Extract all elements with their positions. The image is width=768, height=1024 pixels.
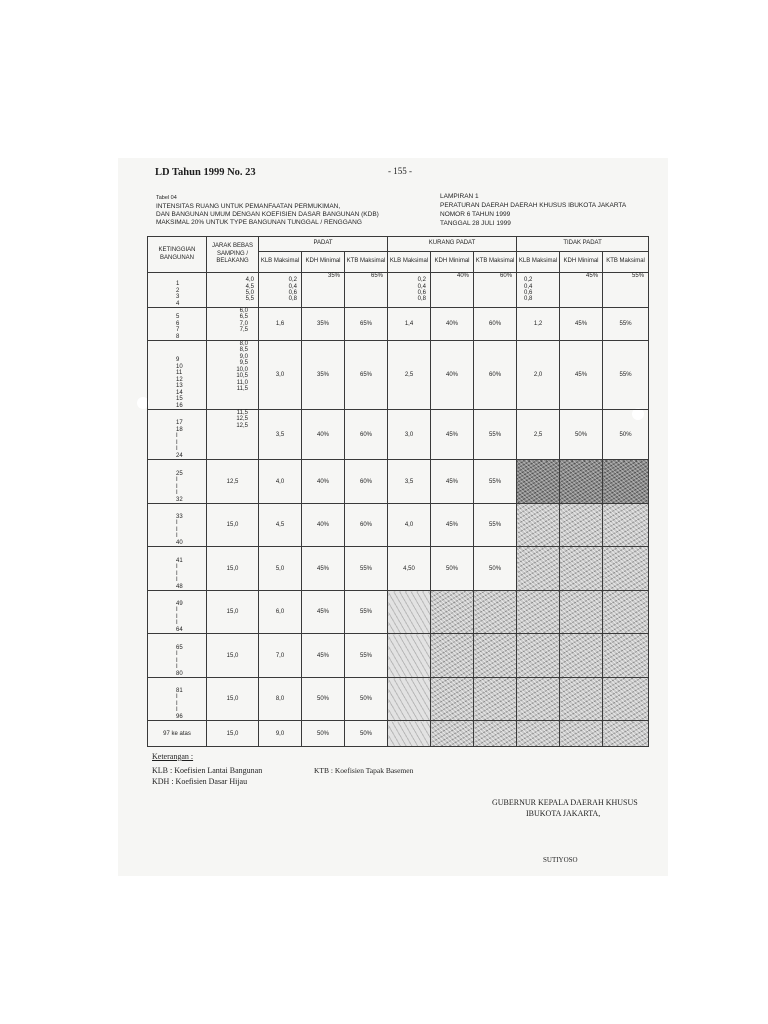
kdh-cell: 45% bbox=[560, 273, 603, 308]
shaded-cell bbox=[517, 504, 560, 547]
ktb-cell: 60% bbox=[345, 460, 388, 504]
klb-cell: 4,0 bbox=[259, 460, 302, 504]
setback-cell: 15,0 bbox=[207, 504, 259, 547]
shaded-cell bbox=[603, 547, 649, 591]
klb-cell: 3,0 bbox=[388, 410, 431, 460]
doc-header-left: LD Tahun 1999 No. 23 bbox=[155, 167, 256, 178]
levels-cell: 17 18 I I I 24 bbox=[148, 410, 207, 460]
levels-cell: 49 I I I 64 bbox=[148, 591, 207, 634]
levels-cell: 97 ke atas bbox=[148, 721, 207, 747]
setback-cell: 11,5 12,5 12,5 bbox=[207, 410, 259, 460]
shaded-cell bbox=[388, 721, 431, 747]
klb-cell: 6,0 bbox=[259, 591, 302, 634]
ktb-cell: 60% bbox=[474, 308, 517, 341]
shaded-cell bbox=[474, 634, 517, 678]
signature-title: GUBERNUR KEPALA DAERAH KHUSUS bbox=[492, 798, 638, 807]
ktb-cell: 55% bbox=[345, 634, 388, 678]
levels-cell: 65 I I I 80 bbox=[148, 634, 207, 678]
shaded-cell bbox=[431, 721, 474, 747]
table-number: Tabel 04 bbox=[156, 195, 177, 201]
shaded-cell bbox=[517, 634, 560, 678]
setback-cell: 15,0 bbox=[207, 634, 259, 678]
header-kdh: KDH Minimal bbox=[431, 252, 474, 273]
kdh-cell: 40% bbox=[302, 504, 345, 547]
note-kdh: KDH : Koefisien Dasar Hijau bbox=[152, 777, 248, 786]
table-row bbox=[148, 547, 649, 591]
shaded-cell bbox=[603, 678, 649, 721]
page-number: - 155 - bbox=[388, 166, 412, 176]
signature-title: IBUKOTA JAKARTA, bbox=[526, 809, 601, 818]
ktb-cell: 60% bbox=[345, 410, 388, 460]
kdh-cell: 35% bbox=[302, 341, 345, 410]
klb-cell: 7,0 bbox=[259, 634, 302, 678]
shaded-cell bbox=[560, 460, 603, 504]
table-row bbox=[148, 634, 649, 678]
kdh-cell: 45% bbox=[431, 460, 474, 504]
klb-cell: 3,5 bbox=[259, 410, 302, 460]
klb-cell: 2,5 bbox=[388, 341, 431, 410]
table-row bbox=[148, 410, 649, 460]
shaded-cell bbox=[560, 591, 603, 634]
ktb-cell: 55% bbox=[603, 341, 649, 410]
setback-cell: 15,0 bbox=[207, 547, 259, 591]
shaded-cell bbox=[474, 721, 517, 747]
table-title-line: MAKSIMAL 20% UNTUK TYPE BANGUNAN TUNGGAL / RENGGANG bbox=[156, 219, 362, 226]
kdh-cell: 45% bbox=[302, 591, 345, 634]
header-klb: KLB Maksimal bbox=[388, 252, 431, 273]
table-title-line: DAN BANGUNAN UMUM DENGAN KOEFISIEN DASAR BANGUNAN (KDB) bbox=[156, 211, 379, 218]
table-row bbox=[148, 721, 649, 747]
levels-cell: 25 I I I 32 bbox=[148, 460, 207, 504]
signature-name: SUTIYOSO bbox=[543, 856, 578, 864]
shaded-cell bbox=[517, 591, 560, 634]
ktb-cell: 60% bbox=[474, 273, 517, 308]
setback-cell: 12,5 bbox=[207, 460, 259, 504]
kdh-cell: 50% bbox=[302, 678, 345, 721]
shaded-cell bbox=[517, 547, 560, 591]
klb-cell: 0,2 0,4 0,6 0,8 bbox=[388, 273, 431, 308]
setback-cell: 6,0 6,5 7,0 7,5 bbox=[207, 308, 259, 341]
lampiran-line: PERATURAN DAERAH DAERAH KHUSUS IBUKOTA JAKARTA bbox=[440, 202, 627, 209]
header-ktb: KTB Maksimal bbox=[603, 252, 649, 273]
shaded-cell bbox=[560, 721, 603, 747]
setback-cell: 8,0 8,5 9,0 9,5 10,0 10,5 11,0 11,5 bbox=[207, 341, 259, 410]
kdh-cell: 45% bbox=[431, 504, 474, 547]
table-row bbox=[148, 678, 649, 721]
klb-cell: 4,0 bbox=[388, 504, 431, 547]
header-ktb: KTB Maksimal bbox=[474, 252, 517, 273]
kdh-cell: 45% bbox=[560, 308, 603, 341]
kdh-cell: 40% bbox=[431, 308, 474, 341]
setback-cell: 15,0 bbox=[207, 591, 259, 634]
ktb-cell: 50% bbox=[345, 721, 388, 747]
levels-cell: 41 I I I 48 bbox=[148, 547, 207, 591]
klb-cell: 9,0 bbox=[259, 721, 302, 747]
intensity-table bbox=[147, 236, 649, 747]
levels-cell: 81 I I I 96 bbox=[148, 678, 207, 721]
klb-cell: 2,5 bbox=[517, 410, 560, 460]
kdh-cell: 50% bbox=[560, 410, 603, 460]
kdh-cell: 45% bbox=[302, 547, 345, 591]
setback-cell: 15,0 bbox=[207, 678, 259, 721]
kdh-cell: 45% bbox=[431, 410, 474, 460]
shaded-cell bbox=[474, 678, 517, 721]
levels-cell: 9 10 11 12 13 14 15 16 bbox=[148, 341, 207, 410]
klb-cell: 1,2 bbox=[517, 308, 560, 341]
header-kdh: KDH Minimal bbox=[560, 252, 603, 273]
shaded-cell bbox=[603, 504, 649, 547]
klb-cell: 5,0 bbox=[259, 547, 302, 591]
klb-cell: 1,4 bbox=[388, 308, 431, 341]
ktb-cell: 50% bbox=[603, 410, 649, 460]
ktb-cell: 60% bbox=[345, 504, 388, 547]
levels-cell: 33 I I I 40 bbox=[148, 504, 207, 547]
header-padat: PADAT bbox=[259, 237, 388, 252]
kdh-cell: 40% bbox=[302, 460, 345, 504]
table-row bbox=[148, 504, 649, 547]
kdh-cell: 35% bbox=[302, 273, 345, 308]
klb-cell: 0,2 0,4 0,6 0,8 bbox=[259, 273, 302, 308]
shaded-cell bbox=[431, 634, 474, 678]
shaded-cell bbox=[560, 678, 603, 721]
table-row bbox=[148, 308, 649, 341]
ktb-cell: 50% bbox=[474, 547, 517, 591]
kdh-cell: 35% bbox=[302, 308, 345, 341]
ktb-cell: 55% bbox=[345, 591, 388, 634]
setback-cell: 15,0 bbox=[207, 721, 259, 747]
shaded-cell bbox=[474, 591, 517, 634]
lampiran-line: TANGGAL 28 JULI 1999 bbox=[440, 220, 511, 227]
header-tidak-padat: TIDAK PADAT bbox=[517, 237, 649, 252]
kdh-cell: 40% bbox=[431, 341, 474, 410]
header-klb: KLB Maksimal bbox=[517, 252, 560, 273]
klb-cell: 2,0 bbox=[517, 341, 560, 410]
notes-heading: Keterangan : bbox=[152, 752, 194, 761]
shaded-cell bbox=[388, 591, 431, 634]
levels-cell: 5 6 7 8 bbox=[148, 308, 207, 341]
ktb-cell: 50% bbox=[345, 678, 388, 721]
shaded-cell bbox=[388, 634, 431, 678]
table-title-line: INTENSITAS RUANG UNTUK PEMANFAATAN PERMUKIMAN, bbox=[156, 203, 341, 210]
klb-cell: 3,0 bbox=[259, 341, 302, 410]
levels-cell: 1 2 3 4 bbox=[148, 273, 207, 308]
table-row bbox=[148, 591, 649, 634]
shaded-cell bbox=[603, 721, 649, 747]
shaded-cell bbox=[603, 460, 649, 504]
klb-cell: 8,0 bbox=[259, 678, 302, 721]
ktb-cell: 65% bbox=[345, 308, 388, 341]
ktb-cell: 55% bbox=[603, 308, 649, 341]
note-klb: KLB : Koefisien Lantai Bangunan bbox=[152, 766, 263, 775]
klb-cell: 4,50 bbox=[388, 547, 431, 591]
note-ktb: KTB : Koefisien Tapak Basemen bbox=[314, 766, 414, 775]
shaded-cell bbox=[560, 634, 603, 678]
shaded-cell bbox=[431, 678, 474, 721]
ktb-cell: 55% bbox=[603, 273, 649, 308]
kdh-cell: 50% bbox=[302, 721, 345, 747]
shaded-cell bbox=[603, 634, 649, 678]
header-kdh: KDH Minimal bbox=[302, 252, 345, 273]
ktb-cell: 55% bbox=[474, 504, 517, 547]
ktb-cell: 65% bbox=[345, 273, 388, 308]
table-row bbox=[148, 460, 649, 504]
klb-cell: 0,2 0,4 0,6 0,8 bbox=[517, 273, 560, 308]
kdh-cell: 45% bbox=[302, 634, 345, 678]
shaded-cell bbox=[517, 721, 560, 747]
table-row bbox=[148, 273, 649, 308]
kdh-cell: 45% bbox=[560, 341, 603, 410]
lampiran-line: NOMOR 6 TAHUN 1999 bbox=[440, 211, 511, 218]
klb-cell: 3,5 bbox=[388, 460, 431, 504]
shaded-cell bbox=[431, 591, 474, 634]
shaded-cell bbox=[560, 547, 603, 591]
ktb-cell: 65% bbox=[345, 341, 388, 410]
header-jarak-bebas: JARAK BEBAS SAMPING / BELAKANG bbox=[207, 237, 259, 273]
header-kurang-padat: KURANG PADAT bbox=[388, 237, 517, 252]
setback-cell: 4,0 4,5 5,0 5,5 bbox=[207, 273, 259, 308]
kdh-cell: 50% bbox=[431, 547, 474, 591]
shaded-cell bbox=[388, 678, 431, 721]
klb-cell: 1,6 bbox=[259, 308, 302, 341]
kdh-cell: 40% bbox=[431, 273, 474, 308]
shaded-cell bbox=[517, 678, 560, 721]
klb-cell: 4,5 bbox=[259, 504, 302, 547]
kdh-cell: 40% bbox=[302, 410, 345, 460]
ktb-cell: 55% bbox=[474, 460, 517, 504]
header-ketinggian: KETINGGIAN BANGUNAN bbox=[148, 237, 207, 273]
header-klb: KLB Maksimal bbox=[259, 252, 302, 273]
table-row bbox=[148, 341, 649, 410]
lampiran-label: LAMPIRAN 1 bbox=[440, 193, 479, 200]
ktb-cell: 55% bbox=[345, 547, 388, 591]
shaded-cell bbox=[517, 460, 560, 504]
ktb-cell: 55% bbox=[474, 410, 517, 460]
ktb-cell: 60% bbox=[474, 341, 517, 410]
shaded-cell bbox=[603, 591, 649, 634]
header-ktb: KTB Maksimal bbox=[345, 252, 388, 273]
shaded-cell bbox=[560, 504, 603, 547]
